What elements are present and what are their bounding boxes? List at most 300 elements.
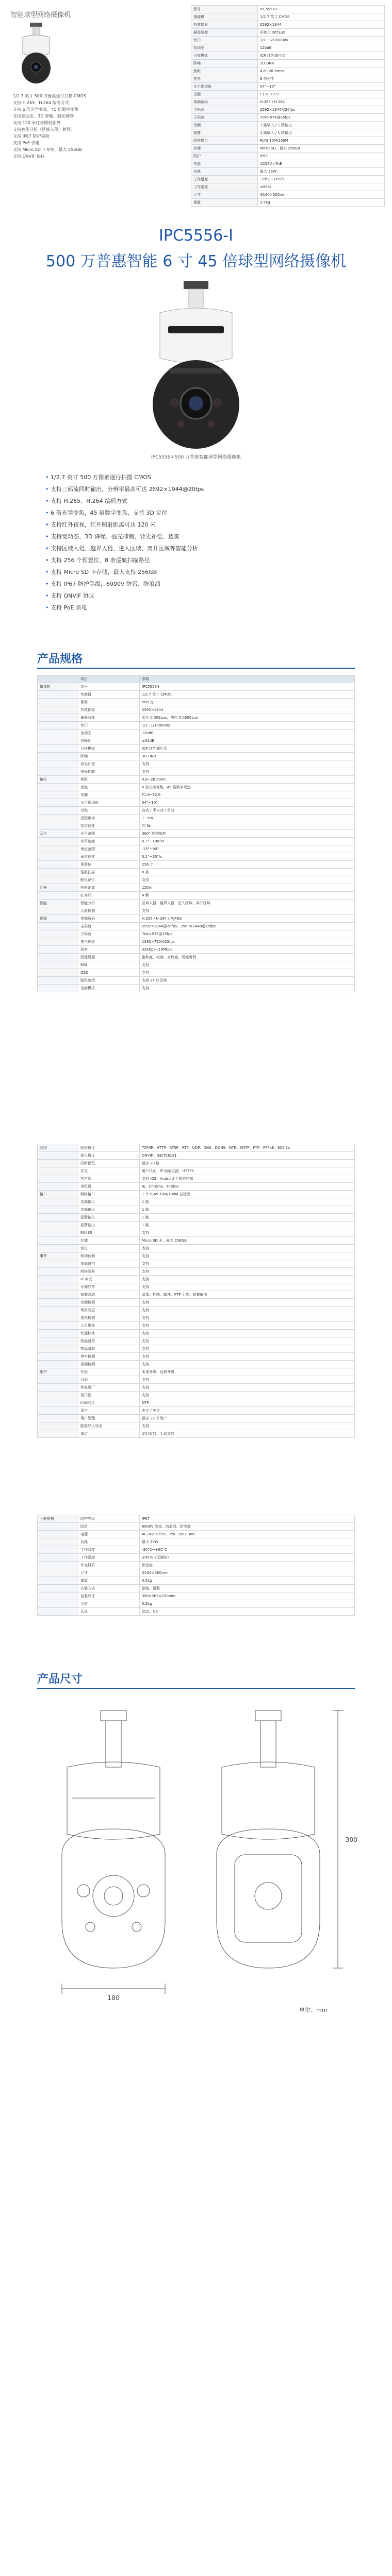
header-spec-row [191, 137, 385, 145]
spec-group [38, 876, 78, 884]
header-spec-value: ICR 红外滤片式 [258, 52, 385, 60]
table-row [38, 1554, 355, 1562]
table-row [38, 1330, 355, 1337]
table-row [38, 753, 355, 760]
spec-item: ROI [78, 961, 140, 969]
spec-group [38, 1307, 78, 1314]
spec-group [38, 930, 78, 938]
spec-group [38, 1592, 78, 1600]
spec-value: 704×576@25fps [140, 930, 355, 938]
spec-item: 红外灯 [78, 892, 140, 900]
spec-item: 音频输出 [78, 1206, 140, 1214]
spec-value: 支持 [140, 876, 355, 884]
table-row [38, 760, 355, 768]
spec-item: 信噪比 [78, 737, 140, 745]
table-row [38, 691, 355, 699]
table-row [38, 1515, 355, 1523]
header-bullets [10, 93, 165, 160]
table-row [38, 1399, 355, 1407]
table-row [38, 1608, 355, 1616]
spec-item: 复位 [78, 1245, 140, 1252]
spec-value: IE、Chrome、Firefox [140, 1183, 355, 1191]
spec-item: 用户管理 [78, 1415, 140, 1422]
header-spec-value: 704×576@25fps [258, 114, 385, 122]
spec-item: 宽动态 [78, 730, 140, 737]
spec-item: 断电记忆 [78, 876, 140, 884]
spec-header-value: 参数 [140, 675, 355, 683]
table-row [38, 1345, 355, 1353]
spec-group [38, 1608, 78, 1616]
spec-value: 录像、抓图、邮件、FTP 上传、报警输出 [140, 1291, 355, 1299]
spec-value: IP67 [140, 1515, 355, 1523]
spec-value: 8 条 [140, 869, 355, 876]
spec-value: 支持 [140, 985, 355, 992]
spec-header-group [38, 675, 78, 683]
table-row [38, 737, 355, 745]
header-spec-value: 1/2.7 英寸 CMOS [258, 13, 385, 21]
header-spec-value: 120dB [258, 44, 385, 52]
header-spec-key: 宽动态 [191, 44, 258, 52]
header-spec-row [191, 75, 385, 83]
spec-group: 网络 [38, 1144, 78, 1152]
table-row [38, 830, 355, 838]
hero-camera-image [139, 281, 253, 451]
table-row [38, 1144, 355, 1152]
table-row [38, 799, 355, 807]
header-spec-value: RJ45 10M/100M [258, 137, 385, 145]
table-row [38, 977, 355, 985]
spec-group [38, 1291, 78, 1299]
spec-group [38, 954, 78, 961]
spec-group [38, 1299, 78, 1307]
spec-value: 1~2m [140, 815, 355, 822]
spec-value: 支持 [140, 1337, 355, 1345]
feature-item: • 支持 IP67 防护等级，6000V 防雷、防浪涌 [45, 578, 355, 590]
spec-group [38, 985, 78, 992]
spec-item: 巡航扫描 [78, 869, 140, 876]
header-spec-key: 网络接口 [191, 137, 258, 145]
header-spec-value: 2592×1944 [258, 21, 385, 29]
feature-item: • 6 倍光学变焦，45 倍数字变焦，支持 3D 定位 [45, 507, 355, 519]
header-spec-row [191, 98, 385, 106]
table-row [38, 776, 355, 784]
table-row [38, 730, 355, 737]
header-spec-value: IPC5556-I [258, 6, 385, 13]
spec-value: F1.6~F2.9 [140, 791, 355, 799]
spec-item: 场景变更 [78, 1307, 140, 1314]
feature-item: • 支持 256 个预置位、8 条巡航扫描路径 [45, 554, 355, 566]
header-spec-key: 防护 [191, 152, 258, 160]
spec-group [38, 845, 78, 853]
table-row [38, 1538, 355, 1546]
spec-item: 网络断开 [78, 1268, 140, 1276]
table-row [38, 1392, 355, 1399]
spec-group [38, 1538, 78, 1546]
spec-value: 500 万 [140, 699, 355, 706]
spec-value: 390×265×250mm [140, 1592, 355, 1600]
feature-item: • 支持 ONVIF 协议 [45, 590, 355, 602]
spec-value: 32Kbps~16Mbps [140, 946, 355, 954]
spec-value: 支持 [140, 1322, 355, 1330]
spec-item: 水平速度 [78, 838, 140, 845]
spec-value: 256 个 [140, 861, 355, 869]
spec-group [38, 753, 78, 760]
spec-group [38, 946, 78, 954]
spec-header-item: 项目 [78, 675, 140, 683]
spec-group [38, 1337, 78, 1345]
table-row [38, 1245, 355, 1252]
spec-value: 支持 [140, 1353, 355, 1361]
spec-group [38, 1283, 78, 1291]
spec-item: 预置位 [78, 861, 140, 869]
header-spec-value: 1 路输入 / 1 路输出 [258, 122, 385, 129]
spec-value: 自动 / 半自动 / 手动 [140, 807, 355, 815]
spec-item: 视频编码 [78, 915, 140, 923]
spec-group: 维护 [38, 1368, 78, 1376]
header-spec-row [191, 67, 385, 75]
table-row [38, 1376, 355, 1384]
spec-value: 360° 连续旋转 [140, 830, 355, 838]
header-spec-key: 水平视场角 [191, 83, 258, 91]
header-spec-key: 日夜模式 [191, 52, 258, 60]
spec-value: 支持 iOS、Android 手机客户端 [140, 1175, 355, 1183]
table-row [38, 923, 355, 930]
spec-item: OSD [78, 969, 140, 977]
table-row [38, 1353, 355, 1361]
table-row [38, 1175, 355, 1183]
spec-item: 毛重 [78, 1600, 140, 1608]
spec-value: 支持 [140, 969, 355, 977]
spec-value: 彩色 0.005Lux，黑白 0.0005Lux [140, 714, 355, 722]
spec-group [38, 1268, 78, 1276]
dim-height-label: 300 [346, 1836, 357, 1843]
header-spec-row [191, 145, 385, 152]
spec-item: 音频检测 [78, 1299, 140, 1307]
spec-group [38, 961, 78, 969]
table-row [38, 1384, 355, 1392]
table-row [38, 1299, 355, 1307]
table-row [38, 1546, 355, 1554]
table-row [38, 699, 355, 706]
table-row [38, 1422, 355, 1430]
spec-value: 1280×720@25fps [140, 938, 355, 946]
table-row [38, 1198, 355, 1206]
header-spec-value: 4.8~28.8mm [258, 67, 385, 75]
spec-value: 120dB [140, 730, 355, 737]
table-row [38, 884, 355, 892]
spec-group [38, 853, 78, 861]
header-spec-value: 3.5kg [258, 199, 385, 207]
table-row [38, 869, 355, 876]
spec-group [38, 1276, 78, 1283]
spec-value: ICR 红外滤片式 [140, 745, 355, 753]
spec-value: 1 路 [140, 1198, 355, 1206]
spec-item: 近摄距离 [78, 815, 140, 822]
header-spec-row [191, 122, 385, 129]
spec-value: 支持 [140, 760, 355, 768]
table-row [38, 1229, 355, 1237]
spec-item: 防护等级 [78, 1515, 140, 1523]
table-row [38, 1222, 355, 1229]
header-bullet: · 支持 120 米红外照射距离 [10, 121, 61, 125]
specs-title: 产品规格 [37, 653, 83, 666]
spec-value: 支持 [140, 1330, 355, 1337]
spec-group: 一般规格 [38, 1515, 78, 1523]
table-row [38, 838, 355, 845]
spec-value: 1/2.7 英寸 CMOS [140, 691, 355, 699]
table-row [38, 1585, 355, 1592]
spec-group [38, 784, 78, 791]
spec-item: 升级 [78, 1368, 140, 1376]
spec-group [38, 815, 78, 822]
header-spec-key: 功耗 [191, 168, 258, 176]
header-spec-value: F1.6~F2.9 [258, 91, 385, 98]
table-row [38, 861, 355, 869]
spec-item: 客户端 [78, 1175, 140, 1183]
spec-item: 看门狗 [78, 1392, 140, 1399]
spec-item: 时间同步 [78, 1399, 140, 1407]
table-row [38, 969, 355, 977]
header-bullet: · 支持 Micro SD 卡存储，最大 256GB [10, 147, 82, 152]
spec-value: 最多 20 路 [140, 1160, 355, 1167]
header-spec-value: 1 路输入 / 1 路输出 [258, 129, 385, 137]
spec-group [38, 1407, 78, 1415]
table-row [38, 1237, 355, 1245]
header-spec-value: 6 倍光学 [258, 75, 385, 83]
spec-group [38, 1392, 78, 1399]
header-spec-row [191, 13, 385, 21]
header-spec-key: 降噪 [191, 60, 258, 67]
spec-group [38, 1229, 78, 1237]
table-row [38, 1276, 355, 1283]
spec-value: 定时重启、手动重启 [140, 1430, 355, 1438]
table-row [38, 1252, 355, 1260]
spec-value: -30°C~+65°C [140, 1546, 355, 1554]
spec-item: 第三码流 [78, 938, 140, 946]
header-spec-row [191, 52, 385, 60]
spec-item: 安全 [78, 1167, 140, 1175]
spec-value: 2592×1944 [140, 706, 355, 714]
spec-value: 2592×1944@20fps，2560×1440@25fps [140, 923, 355, 930]
header-spec-row [191, 152, 385, 160]
spec-value: 3.5kg [140, 1577, 355, 1585]
spec-item: 安装方式 [78, 1585, 140, 1592]
spec-group: 红外 [38, 884, 78, 892]
spec-value: 支持 [140, 1345, 355, 1353]
table-row [38, 1361, 355, 1368]
spec-group: 视频 [38, 915, 78, 923]
table-row [38, 1167, 355, 1175]
camera-thumbnail [15, 23, 57, 84]
feature-item: • 支持 PoE 供电 [45, 602, 355, 614]
spec-value: H.265 / H.264 / MJPEG [140, 915, 355, 923]
table-row [38, 1322, 355, 1330]
spec-item: 重量 [78, 1577, 140, 1585]
spec-value: ≥52dB [140, 737, 355, 745]
spec-item: 快门 [78, 722, 140, 730]
table-row [38, 892, 355, 900]
header-spec-key: 变焦 [191, 75, 258, 83]
spec-group [38, 1577, 78, 1585]
header-bullet: · 支持 ONVIF 协议 [10, 154, 45, 159]
spec-item: 焦距 [78, 776, 140, 784]
table-row [38, 1430, 355, 1438]
spec-item: 型号 [78, 683, 140, 691]
spec-value: Φ180×300mm [140, 1569, 355, 1577]
spec-item: 水平范围 [78, 830, 140, 838]
header-spec-key: 存储 [191, 145, 258, 152]
spec-item: 接入协议 [78, 1152, 140, 1160]
hero-caption: IPC5556-I 500 万普惠智能球型网络摄像机 [151, 455, 241, 460]
hero-model: IPC5556-I [159, 227, 233, 245]
table-row [38, 706, 355, 714]
table-row [38, 876, 355, 884]
spec-item: 有效像素 [78, 706, 140, 714]
table-row [38, 900, 355, 907]
spec-group [38, 1245, 78, 1252]
header-bullet: · 支持智能分析（区域入侵、越界） [10, 127, 75, 132]
header-spec-key: 重量 [191, 199, 258, 207]
spec-group [38, 730, 78, 737]
header-spec-row [191, 91, 385, 98]
spec-value: IPC5556-I [140, 683, 355, 691]
feature-item: • 支持区域入侵、越界入侵、进入区域、离开区域等智能分析 [45, 543, 355, 554]
table-row [38, 768, 355, 776]
header-spec-value: 3D DNR [258, 60, 385, 67]
spec-value: 0.1°~60°/s [140, 853, 355, 861]
header-spec-value: 彩色 0.005Lux [258, 29, 385, 37]
spec-item: 对焦 [78, 807, 140, 815]
spec-value: 支持 [140, 1276, 355, 1283]
spec-item: 语言 [78, 1407, 140, 1415]
spec-group: 摄像机 [38, 683, 78, 691]
table-row [38, 1569, 355, 1577]
spec-group: 云台 [38, 830, 78, 838]
spec-value: 区域入侵、越界入侵、进入区域、离开区域 [140, 900, 355, 907]
spec-group [38, 1322, 78, 1330]
spec-group [38, 1422, 78, 1430]
spec-group [38, 1376, 78, 1384]
spec-item: 主码流 [78, 923, 140, 930]
spec-value: 支持 [140, 961, 355, 969]
feature-item: • 支持宽动态、3D 降噪、强光抑制、背光补偿、透雾 [45, 531, 355, 543]
spec-value: ≤95%（无凝结） [140, 1554, 355, 1562]
spec-group: 事件 [38, 1252, 78, 1260]
feature-item: • 支持红外夜视，红外照射距离可达 120 米 [45, 519, 355, 531]
spec-item: 存储异常 [78, 1283, 140, 1291]
spec-value: 支持 [140, 1229, 355, 1237]
spec-group [38, 691, 78, 699]
table-row [38, 1260, 355, 1268]
header-bullet: · 1/2.7 英寸 500 万像素逐行扫描 CMOS [10, 94, 86, 98]
table-row [38, 1407, 355, 1415]
table-row [38, 985, 355, 992]
spec-value: ONVIF、GB/T28181 [140, 1152, 355, 1160]
spec-value: 1 个 RJ45 10M/100M 自适应 [140, 1191, 355, 1198]
spec-item: 走廊模式 [78, 985, 140, 992]
header-bullet: · 支持 H.265、H.264 编码方式 [10, 100, 69, 105]
spec-item: 电源 [78, 1531, 140, 1538]
table-row [38, 1183, 355, 1191]
spec-value: 3D DNR [140, 753, 355, 760]
spec-value: 支持 [140, 1268, 355, 1276]
spec-group [38, 745, 78, 753]
table-row [38, 1415, 355, 1422]
spec-group [38, 1160, 78, 1167]
spec-group [38, 923, 78, 930]
header-spec-value: H.265 / H.264 [258, 98, 385, 106]
table-row [38, 1214, 355, 1222]
spec-item: 背光补偿 [78, 760, 140, 768]
spec-group: 接口 [38, 1191, 78, 1198]
spec-value: 4 颗 [140, 892, 355, 900]
spec-group [38, 706, 78, 714]
spec-item: RS485 [78, 1229, 140, 1237]
spec-value: 饱和度、亮度、对比度、锐度可调 [140, 954, 355, 961]
spec-value: 支持 [140, 1376, 355, 1384]
spec-group [38, 1183, 78, 1191]
spec-group [38, 760, 78, 768]
spec-value: 120m [140, 884, 355, 892]
header-spec-value: Micro SD，最大 256GB [258, 145, 385, 152]
table-row [38, 1337, 355, 1345]
spec-value: 支持 [140, 1392, 355, 1399]
dim-width-label: 180 [107, 1994, 120, 2002]
header-spec-row [191, 114, 385, 122]
header-spec-value: ≤95% [258, 183, 385, 191]
spec-item: 徘徊检测 [78, 1361, 140, 1368]
spec-item: 存储 [78, 1237, 140, 1245]
spec-value: 支持 [140, 1361, 355, 1368]
spec-item: 降噪 [78, 753, 140, 760]
spec-item: 快速移动 [78, 1330, 140, 1337]
table-row [38, 1291, 355, 1299]
spec-value: 54°~10° [140, 799, 355, 807]
spec-group [38, 1523, 78, 1531]
spec-value: AC24V ±25%，PoE（802.3at） [140, 1531, 355, 1538]
table-row [38, 745, 355, 753]
spec-item: 人员聚集 [78, 1322, 140, 1330]
table-row [38, 791, 355, 799]
spec-value: 支持 [140, 1283, 355, 1291]
spec-group [38, 1198, 78, 1206]
table-row [38, 1160, 355, 1167]
table-row [38, 1314, 355, 1322]
table-row [38, 853, 355, 861]
spec-item: 变焦 [78, 784, 140, 791]
spec-item: 停车检测 [78, 1353, 140, 1361]
spec-item: 像素 [78, 699, 140, 706]
spec-value: 支持 [140, 1307, 355, 1314]
spec-value: 1 路 [140, 1214, 355, 1222]
header-spec-value: Φ180×300mm [258, 191, 385, 199]
header-spec-row [191, 29, 385, 37]
header-spec-row [191, 176, 385, 183]
spec-item: IP 冲突 [78, 1276, 140, 1283]
table-row [38, 1268, 355, 1276]
spec-value: 4.8~28.8mm [140, 776, 355, 784]
spec-group [38, 969, 78, 977]
header-spec-row [191, 6, 385, 13]
spec-group [38, 737, 78, 745]
spec-item: 浏览器 [78, 1183, 140, 1191]
spec-item: 日夜模式 [78, 745, 140, 753]
table-row [38, 915, 355, 923]
spec-group [38, 1152, 78, 1160]
table-row [38, 961, 355, 969]
spec-item: 子码流 [78, 930, 140, 938]
spec-group [38, 892, 78, 900]
